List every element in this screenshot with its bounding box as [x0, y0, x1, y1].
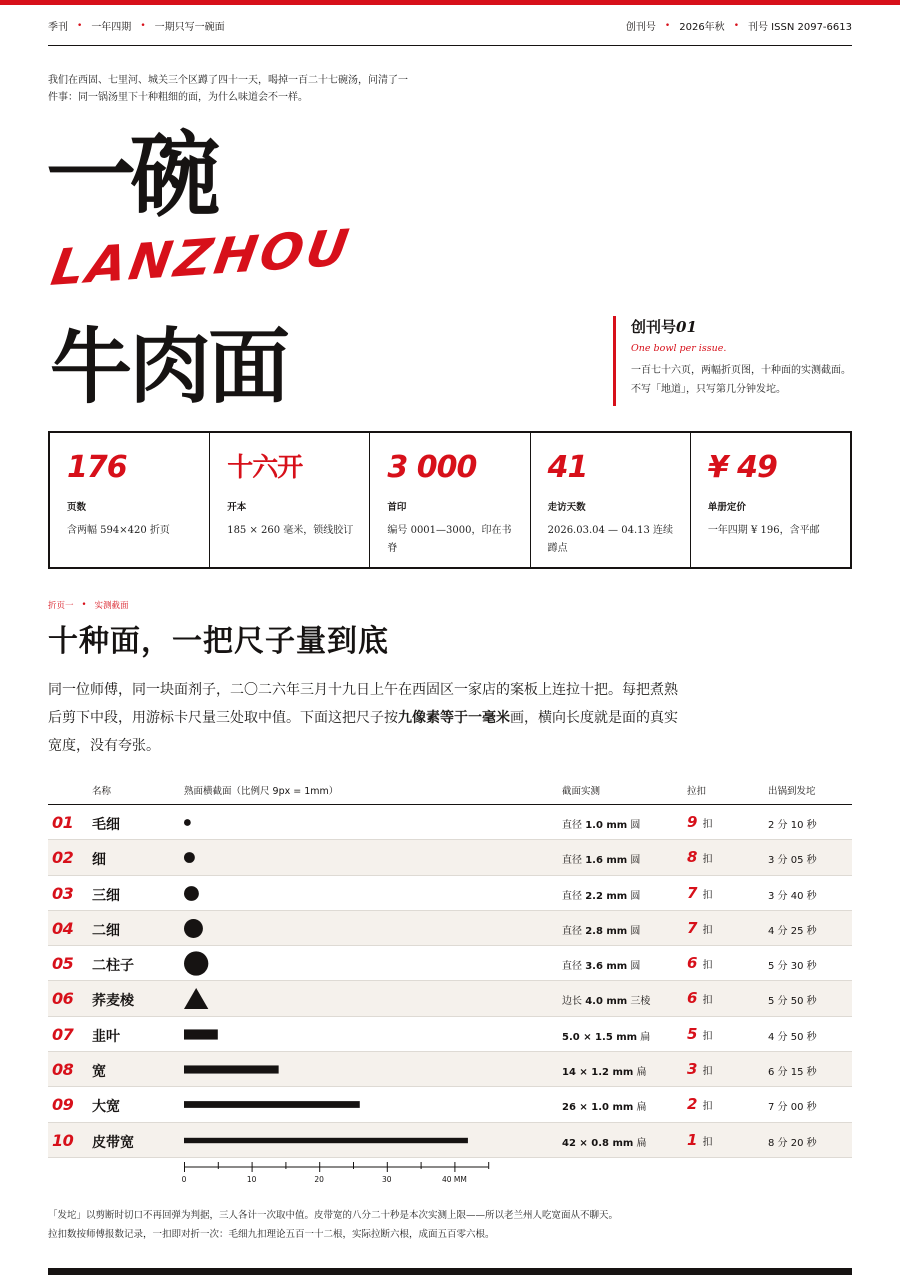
row-number: 09 [52, 1095, 74, 1115]
row-number: 02 [52, 848, 74, 868]
pull-unit: 扣 [702, 1030, 713, 1042]
separator-dot-icon: • [664, 20, 671, 31]
stat-label: 开本 [227, 502, 247, 513]
frequency-label: 季刊 [48, 22, 68, 33]
pull-unit: 扣 [702, 1066, 713, 1078]
time-to-soggy: 5 分 50 秒 [768, 996, 817, 1008]
pull-count [687, 1131, 712, 1149]
table-row [48, 1052, 852, 1087]
time-to-soggy: 2 分 10 秒 [768, 820, 817, 831]
pull-number: 8 [687, 848, 698, 867]
measure-value: 14 × 1.2 mm [562, 1067, 634, 1079]
table-row [48, 876, 852, 911]
pull-unit: 扣 [702, 960, 713, 972]
ruler-label: 10 [246, 1175, 257, 1184]
issue-number: 01 [676, 318, 697, 336]
kicker-fold: 折页一 [48, 601, 74, 611]
measure-kind: 边长 [562, 996, 582, 1008]
time-to-soggy: 3 分 40 秒 [768, 890, 817, 902]
separator-dot-icon: • [81, 600, 87, 610]
measure-shape: 圆 [630, 855, 641, 867]
measure-value: 5.0 × 1.5 mm [562, 1031, 638, 1043]
cross-section-drawing [184, 805, 524, 840]
pull-number: 7 [687, 883, 698, 902]
pull-unit: 扣 [702, 995, 713, 1007]
issue-box [613, 316, 853, 406]
measure-kind: 直径 [562, 961, 582, 973]
measurement [562, 922, 640, 937]
noodle-name: 荞麦棱 [92, 993, 134, 1010]
measurement [562, 887, 640, 902]
ruler-label: 0 [181, 1175, 187, 1184]
table-row [48, 840, 852, 875]
stat-visit-days [531, 433, 691, 567]
measurement-table [48, 772, 852, 1158]
measure-value: 26 × 1.0 mm [562, 1102, 634, 1114]
time-to-soggy: 3 分 05 秒 [768, 855, 817, 867]
col-header-pulls: 拉扣 [687, 786, 707, 797]
separator-dot-icon: • [140, 20, 146, 31]
issue-label: 创刊号 [625, 22, 656, 33]
stat-value: 十六开 [227, 453, 303, 483]
measurement [562, 992, 650, 1007]
lede-emphasis: 九像素等于一毫米 [398, 710, 510, 726]
season-label: 2026年秋 [679, 22, 725, 33]
row-number: 07 [52, 1024, 74, 1044]
separator-dot-icon: • [77, 20, 83, 31]
issue-description: 一百七十六页，两幅折页图，十种面的实测截面。不写「地道」，只写第几分钟发坨。 [631, 365, 851, 395]
pull-count [687, 884, 712, 902]
measurement [562, 1134, 646, 1149]
row-number: 10 [52, 1130, 74, 1150]
noodle-name: 皮带宽 [92, 1134, 134, 1151]
stat-desc: 一年四期 ¥ 196，含平邮 [707, 525, 820, 536]
cross-section-drawing [184, 876, 524, 911]
pull-unit: 扣 [702, 889, 713, 901]
pull-unit: 扣 [702, 924, 713, 936]
pull-number: 5 [687, 1024, 698, 1043]
ruler-label: 30 [382, 1175, 392, 1184]
measure-shape: 圆 [630, 890, 641, 902]
table-header [48, 772, 852, 805]
time-to-soggy: 5 分 30 秒 [768, 961, 817, 973]
footnote: 「发坨」以剪断时切口不再回弹为判据，三人各计一次取中值。皮带宽的八分二十秒是本次实测上限——所以老兰州人吃宽面从不聊天。 [48, 1210, 619, 1221]
pull-number: 1 [687, 1130, 698, 1149]
measure-kind: 直径 [562, 925, 582, 937]
issue-title-text: 创刊号 [631, 318, 677, 336]
issue-title [631, 316, 853, 338]
footnote: 拉扣数按师傅报数记录，一扣即对折一次：毛细九扣理论五百一十二根，实际拉断六根，成面五百零六根。 [48, 1229, 495, 1240]
measure-kind: 直径 [562, 890, 582, 902]
col-header-name: 名称 [92, 786, 112, 797]
section-kicker [48, 599, 129, 611]
measure-kind: 直径 [562, 820, 582, 831]
measure-shape: 三棱 [630, 996, 651, 1008]
ruler-labels [181, 1162, 494, 1192]
round-section-icon [184, 819, 191, 826]
measurement [562, 816, 640, 831]
time-to-soggy: 4 分 50 秒 [768, 1031, 817, 1043]
triangle-section-icon [184, 988, 208, 1009]
measurement [562, 1098, 646, 1113]
pull-number: 9 [687, 813, 698, 831]
pull-unit: 扣 [702, 854, 713, 866]
section-title: 十种面，一把尺子量到底 [48, 624, 389, 659]
measurement [562, 1028, 650, 1043]
noodle-name: 韭叶 [92, 1028, 120, 1045]
table-row [48, 1087, 852, 1122]
measure-shape: 圆 [630, 820, 641, 831]
cross-section-drawing [184, 981, 524, 1016]
table-row [48, 1017, 852, 1052]
noodle-name: 二细 [92, 922, 120, 939]
round-section-icon [184, 952, 208, 976]
measure-value: 2.2 mm [585, 890, 628, 902]
measure-shape: 扁 [636, 1137, 647, 1149]
issn-label: 刊号 ISSN 2097-6613 [748, 22, 852, 33]
motto: 一期只写一碗面 [154, 22, 225, 33]
measure-value: 42 × 0.8 mm [562, 1137, 634, 1149]
stat-desc: 2026.03.04 — 04.13 连续蹲点 [547, 525, 674, 554]
stat-label: 单册定价 [707, 502, 746, 513]
stat-desc: 含两幅 594×420 折页 [67, 525, 170, 536]
row-number: 04 [52, 918, 74, 938]
row-number: 06 [52, 989, 74, 1009]
measure-value: 4.0 mm [585, 996, 628, 1008]
kicker-topic: 实测截面 [94, 601, 129, 611]
top-accent-bar [0, 0, 900, 5]
measure-value: 1.6 mm [585, 855, 628, 867]
stat-pages [50, 433, 210, 567]
round-section-icon [184, 852, 195, 863]
measure-shape: 扁 [636, 1067, 647, 1079]
pull-number: 6 [687, 954, 698, 973]
measure-shape: 扁 [640, 1031, 651, 1043]
stat-price [691, 433, 850, 567]
issue-tagline: One bowl per issue. [631, 343, 727, 354]
flat-section-icon [184, 1029, 218, 1039]
noodle-name: 宽 [92, 1064, 106, 1081]
stat-desc: 编号 0001—3000，印在书脊 [387, 525, 512, 554]
table-body [48, 805, 852, 1158]
measurement [562, 957, 640, 972]
flat-section-icon [184, 1101, 360, 1108]
pull-unit: 扣 [702, 1136, 713, 1148]
table-row [48, 1123, 852, 1158]
stat-value: 176 [67, 450, 127, 485]
ruler-label: 20 [314, 1175, 324, 1184]
table-row [48, 981, 852, 1016]
measure-shape: 圆 [630, 961, 641, 973]
measure-kind: 直径 [562, 855, 582, 867]
measurement [562, 851, 640, 866]
flat-section-icon [184, 1137, 468, 1142]
stat-label: 首印 [387, 502, 407, 513]
cross-section-drawing [184, 911, 524, 946]
pull-count [687, 848, 712, 866]
stat-print-run [370, 433, 530, 567]
section-lede [48, 676, 688, 760]
cross-section-drawing [184, 1123, 524, 1158]
pull-count [687, 813, 712, 831]
pull-number: 6 [687, 989, 698, 1008]
col-header-time: 出锅到发坨 [768, 786, 816, 797]
hero-title-line3: 牛肉面 [50, 319, 288, 415]
measure-value: 1.0 mm [585, 820, 628, 831]
cross-section-drawing [184, 1052, 524, 1087]
flat-section-icon [184, 1066, 279, 1074]
cross-section-drawing [184, 840, 524, 875]
measure-shape: 扁 [636, 1102, 647, 1114]
cross-section-drawing [184, 1017, 524, 1052]
masthead-right [626, 18, 852, 33]
noodle-name: 毛细 [92, 817, 120, 833]
pull-number: 7 [687, 918, 698, 937]
row-number: 01 [52, 813, 74, 832]
stat-desc: 185 × 260 毫米，锁线胶订 [227, 525, 354, 536]
row-number: 08 [52, 1060, 74, 1080]
hero-title-latin: LANZHOU [47, 218, 356, 297]
masthead-left [48, 18, 225, 33]
time-to-soggy: 4 分 25 秒 [768, 925, 817, 937]
ruler-label: 40 MM [441, 1175, 467, 1184]
lede-text: 画，横向长度就是面的真实宽度，没有夸张。 [48, 710, 678, 754]
stat-format [210, 433, 370, 567]
row-number: 03 [52, 883, 74, 903]
noodle-name: 大宽 [92, 1099, 120, 1116]
table-row [48, 805, 852, 840]
noodle-name: 细 [92, 852, 106, 869]
cross-section-drawing [184, 1087, 524, 1122]
stat-value: 41 [547, 450, 588, 485]
time-to-soggy: 6 分 15 秒 [768, 1067, 817, 1079]
hero-title-line1: 一碗 [46, 121, 214, 231]
time-to-soggy: 8 分 20 秒 [768, 1137, 817, 1149]
table-row [48, 911, 852, 946]
table-row [48, 946, 852, 981]
intro-paragraph: 我们在西固、七里河、城关三个区蹲了四十一天，喝掉一百二十七碗汤，问清了一件事：同一锅汤里下十种粗细的面，为什么味道会不一样。 [48, 75, 408, 103]
lede-text: 同一位师傅，同一块面剂子，二〇二六年三月十九日上午在西固区一家店的案板上连拉十把。每把煮熟后剪下中段，用游标卡尺量三处取中值。下面这把尺子按 [48, 682, 678, 726]
measure-value: 3.6 mm [585, 961, 628, 973]
masthead [48, 18, 852, 46]
bottom-bar [48, 1268, 852, 1275]
pull-number: 2 [687, 1095, 698, 1114]
issues-per-year: 一年四期 [91, 22, 132, 33]
pull-unit: 扣 [702, 819, 713, 830]
noodle-name: 二柱子 [92, 958, 134, 975]
footnotes [48, 1206, 858, 1244]
round-section-icon [184, 886, 199, 901]
pull-number: 3 [687, 1060, 698, 1079]
measure-shape: 圆 [630, 925, 641, 937]
pull-unit: 扣 [702, 1101, 713, 1113]
stat-value: 3 000 [387, 450, 477, 485]
pull-count [687, 919, 712, 937]
stat-value: ¥ 49 [707, 450, 777, 485]
time-to-soggy: 7 分 00 秒 [768, 1102, 817, 1114]
row-number: 05 [52, 954, 74, 974]
pull-count [687, 989, 712, 1007]
measure-value: 2.8 mm [585, 925, 628, 937]
pull-count [687, 1060, 712, 1078]
round-section-icon [184, 919, 203, 938]
stat-label: 页数 [67, 502, 87, 513]
stats-panel [48, 431, 852, 569]
cross-section-drawing [184, 946, 524, 981]
noodle-name: 三细 [92, 887, 120, 904]
pull-count [687, 954, 712, 972]
col-header-measure: 截面实测 [562, 786, 601, 797]
separator-dot-icon: • [733, 20, 739, 31]
pull-count [687, 1095, 712, 1113]
col-header-section: 熟面横截面（比例尺 9px = 1mm） [184, 786, 339, 797]
pull-count [687, 1025, 712, 1043]
measurement [562, 1063, 646, 1078]
stat-label: 走访天数 [547, 502, 586, 513]
